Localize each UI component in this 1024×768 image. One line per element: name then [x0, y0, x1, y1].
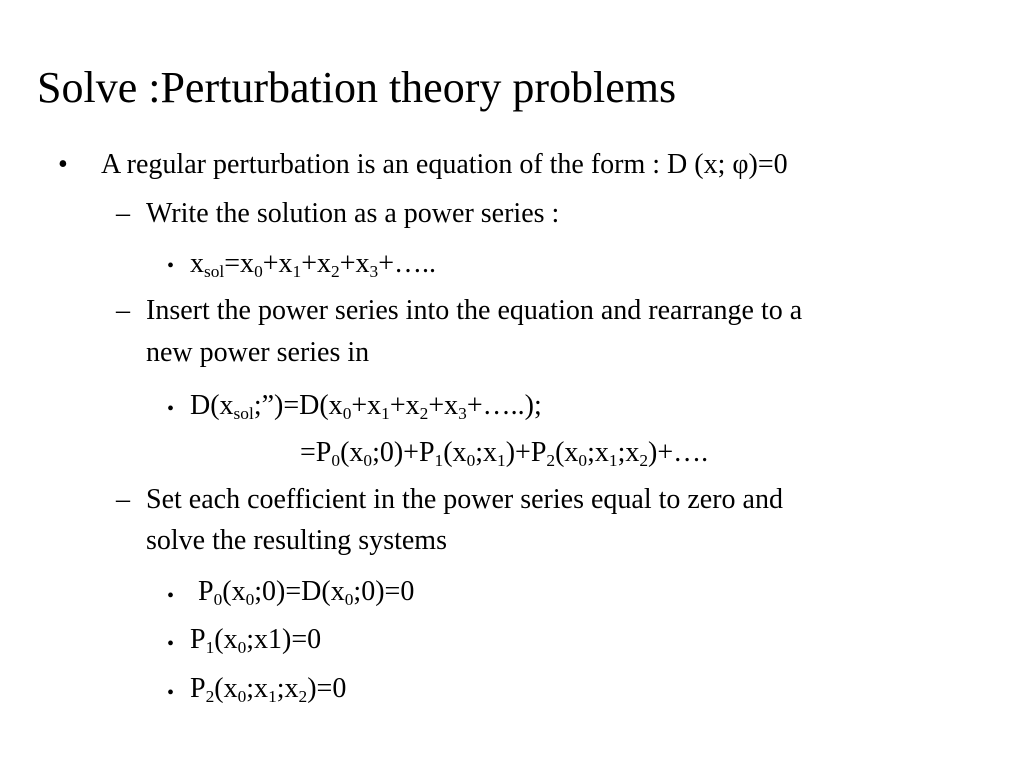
power-series-definition: $x_{sol}=x_0+x_1+x_2+x_3+\dots$.. — [190, 248, 436, 281]
bullet-marker: • — [58, 149, 68, 180]
bullet-marker: • — [167, 633, 175, 655]
p0-equation: $P_0(x_0;0)=D(x_0;0)=0$ — [198, 576, 415, 609]
bullet-marker: • — [167, 585, 175, 607]
expanded-series-equation: $=P_0(x_0;0)+P_1(x_0;x_1)+P_2(x_0;x_1;x_2)+\dots$. — [300, 437, 709, 470]
inserted-series-equation: $D(x_{sol};”)=D(x_0+x_1+x_2+x_3+\dots..)$; — [190, 390, 542, 423]
subbullet-insert-series-line2: new power series in — [146, 337, 370, 368]
subbullet-set-coefficients-line2: solve the resulting systems — [146, 525, 447, 556]
p1-equation: $P_1(x_0;x1)=0$ — [190, 624, 322, 657]
subbullet-insert-series-line1: Insert the power series into the equation and rearrange to a — [146, 295, 803, 326]
slide-title: Solve :Perturbation theory problems — [37, 63, 677, 112]
subbullet-write-solution: Write the solution as a power series : — [146, 198, 560, 229]
dash-marker: – — [116, 295, 130, 326]
dash-marker: – — [116, 484, 130, 515]
bullet-regular-perturbation: A regular perturbation is an equation of the form : D (x; φ)=0 — [101, 149, 788, 180]
subbullet-set-coefficients-line1: Set each coefficient in the power series equal to zero and — [146, 484, 783, 515]
bullet-marker: • — [167, 682, 175, 704]
p2-equation: $P_2(x_0;x_1;x_2)=0$ — [190, 673, 347, 706]
bullet-marker: • — [167, 398, 175, 420]
bullet-marker: • — [167, 255, 175, 277]
dash-marker: – — [116, 198, 130, 229]
